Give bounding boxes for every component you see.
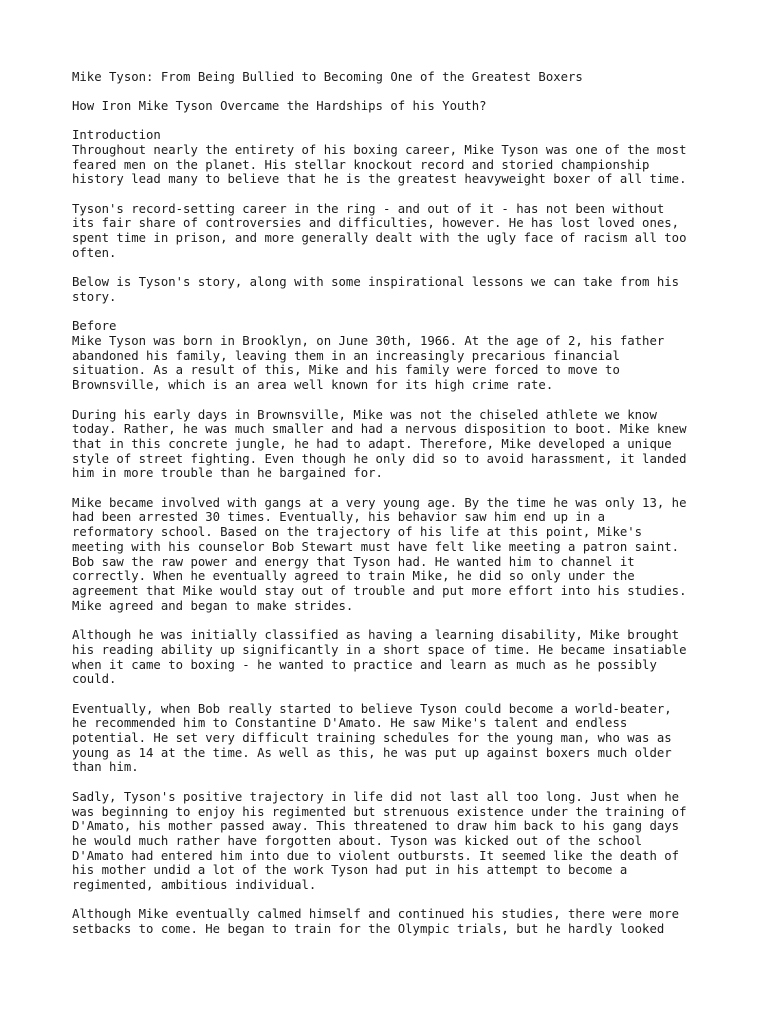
paragraph-line: was beginning to enjoy his regimented but strenuous existence under the training of [72,804,687,819]
document-title [72,70,712,85]
paragraph-line: potential. He set very difficult training schedules for the young man, who was as [72,731,672,745]
paragraph-line: that in this concrete jungle, he had to adapt. Therefore, Mike developed a unique [72,436,672,451]
document-body [72,128,712,937]
paragraph-line: he recommended him to Constantine D'Amato. He saw Mike's talent and endless [72,716,628,731]
paragraph-line: history lead many to believe that he is the greatest heavyweight boxer of all time. [72,172,687,187]
paragraph-line: Eventually, when Bob really started to believe Tyson could become a world-beater, [72,701,672,716]
paragraph-line: young as 14 at the time. As well as this, he was put up against boxers much older [72,745,672,760]
paragraph-line: had been arrested 30 times. Eventually, his behavior saw him end up in a [72,510,606,525]
paragraph-line: Although he was initially classified as having a learning disability, Mike brought [72,628,680,643]
paragraph-line: reformatory school. Based on the trajectory of his life at this point, Mike's [72,525,643,540]
document-title-text: Mike Tyson: From Being Bullied to Becoming One of the Greatest Boxers [72,70,583,84]
paragraph-line: could. [72,672,117,687]
paragraph-line: style of street fighting. Even though he only did so to avoid harassment, it landed [72,451,687,466]
section-heading: Introduction [72,128,161,143]
section-0-first-paragraph [72,128,712,187]
section-1-first-paragraph [72,319,712,393]
paragraph-line: regimented, ambitious individual. [72,878,317,893]
paragraph [72,702,712,776]
paragraph-line: he would much rather have forgotten about. Tyson was kicked out of the school [72,833,643,848]
paragraph-line: Mike became involved with gangs at a very young age. By the time he was only 13, he [72,495,687,510]
paragraph-line: Bob saw the raw power and energy that Tyson had. He wanted him to channel it [72,554,635,569]
paragraph [72,790,712,893]
paragraph-line: Below is Tyson's story, along with some inspirational lessons we can take from his [72,275,680,290]
paragraph [72,907,712,936]
paragraph-line: Mike agreed and began to make strides. [72,598,354,613]
paragraph-line: D'Amato had entered him into due to violent outbursts. It seemed like the death of [72,848,680,863]
paragraph-line: Tyson's record-setting career in the ring - and out of it - has not been without [72,201,665,216]
paragraph-line: story. [72,289,117,304]
paragraph-line: setbacks to come. He began to train for the Olympic trials, but he hardly looked [72,922,665,937]
document-subtitle-text: How Iron Mike Tyson Overcame the Hardships of his Youth? [72,99,487,114]
paragraph-line: During his early days in Brownsville, Mike was not the chiseled athlete we know [72,407,657,422]
paragraph-line: spent time in prison, and more generally dealt with the ugly face of racism all too [72,231,687,246]
paragraph-line: Brownsville, which is an area well known for its high crime rate. [72,378,554,393]
paragraph-line: today. Rather, he was much smaller and had a nervous disposition to boot. Mike knew [72,422,687,437]
paragraph-line: correctly. When he eventually agreed to train Mike, he did so only under the [72,569,635,584]
paragraph-line: than him. [72,760,139,775]
paragraph-line: Sadly, Tyson's positive trajectory in life did not last all too long. Just when he [72,789,680,804]
paragraph-line: agreement that Mike would stay out of trouble and put more effort into his studies. [72,584,687,598]
paragraph-line: him in more trouble than he bargained for. [72,466,383,481]
paragraph-line: Mike Tyson was born in Brooklyn, on June 30th, 1966. At the age of 2, his father [72,334,665,349]
paragraph [72,202,712,261]
paragraph-line: feared men on the planet. His stellar knockout record and storied championship [72,157,650,172]
paragraph-line: when it came to boxing - he wanted to practice and learn as much as he possibly [72,657,657,672]
paragraph [72,628,712,687]
paragraph-line: meeting with his counselor Bob Stewart must have felt like meeting a patron saint. [72,539,680,554]
paragraph-line: Although Mike eventually calmed himself and continued his studies, there were more [72,907,680,922]
paragraph-line: situation. As a result of this, Mike and his family were forced to move to [72,363,620,378]
paragraph [72,408,712,482]
section-heading: Before [72,319,117,334]
paragraph-line: often. [72,245,117,260]
paragraph-line: his mother undid a lot of the work Tyson had put in his attempt to become a [72,863,628,878]
paragraph-line: his reading ability up significantly in a short space of time. He became insatiable [72,642,687,657]
paragraph-line: abandoned his family, leaving them in an increasingly precarious financial [72,348,620,363]
paragraph [72,496,712,614]
paragraph [72,275,712,304]
document-subtitle [72,99,712,114]
paragraph-line: its fair share of controversies and difficulties, however. He has lost loved ones, [72,216,680,231]
paragraph-line: Throughout nearly the entirety of his boxing career, Mike Tyson was one of the most [72,142,687,157]
paragraph-line: D'Amato, his mother passed away. This threatened to draw him back to his gang days [72,819,680,834]
